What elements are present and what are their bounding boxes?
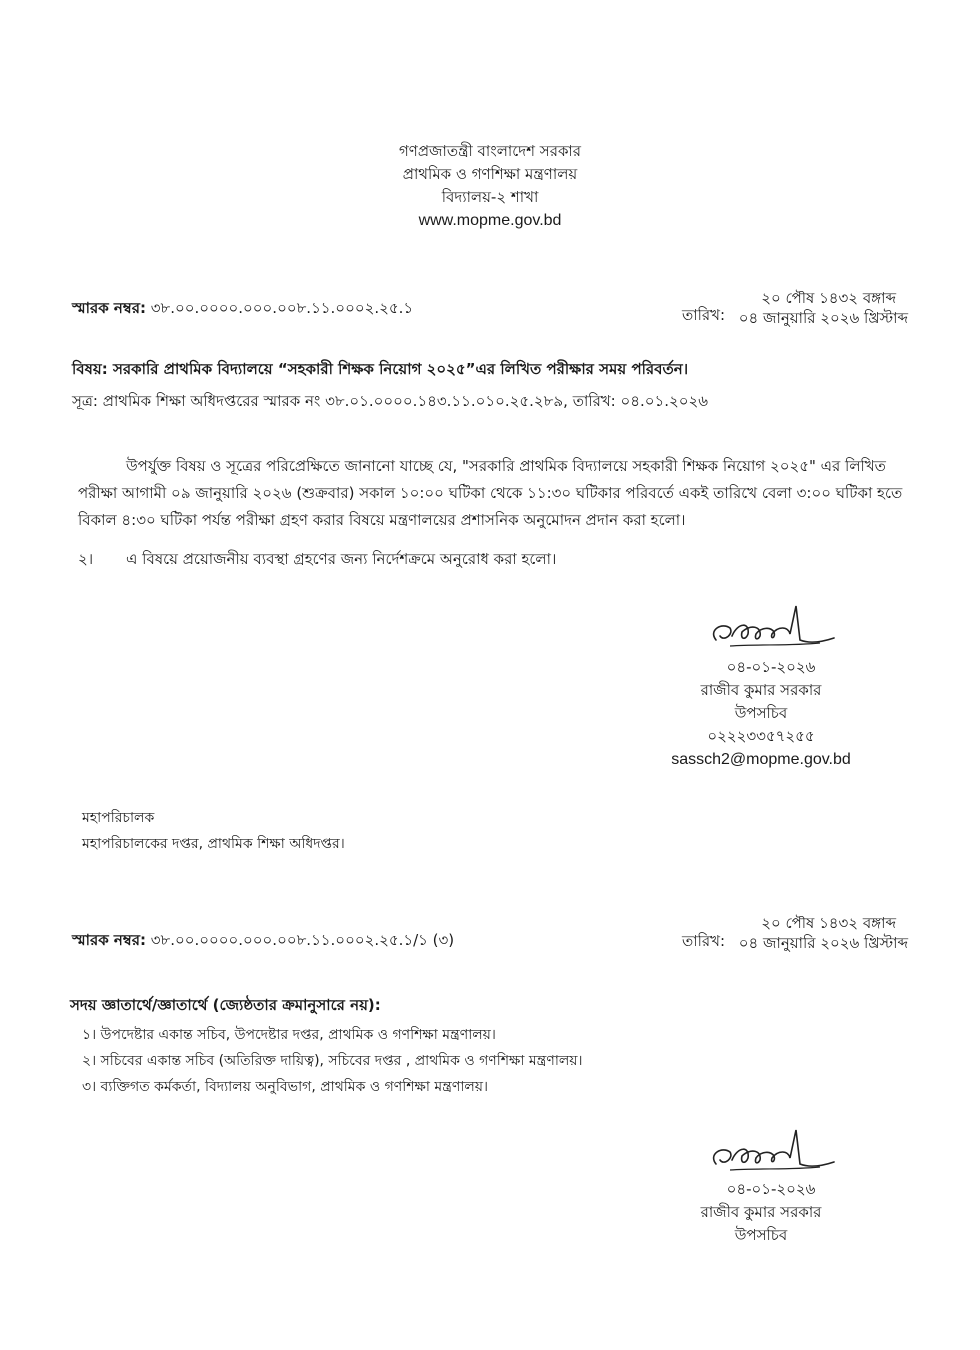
signatory-designation: উপসচিব	[734, 1226, 788, 1244]
body-paragraph-1	[78, 453, 906, 534]
signatory-email[interactable]: sassch2@mopme.gov.bd	[671, 751, 851, 768]
distribution-item: ১। উপদেষ্টার একান্ত সচিব, উপদেষ্টার দপ্তর, প্রাথমিক ও গণশিক্ষা মন্ত্রণালয়।	[82, 1027, 496, 1043]
subject-line	[72, 358, 688, 383]
signatory-designation: উপসচিব	[734, 704, 788, 722]
memo-label: স্মারক নম্বর:	[72, 931, 146, 949]
signature-block-2	[661, 1178, 861, 1247]
signatory-name: রাজীব কুমার সরকার	[700, 681, 822, 699]
distribution-item: ৩। ব্যক্তিগত কর্মকর্তা, বিদ্যালয় অনুবিভাগ, প্রাথমিক ও গণশিক্ষা মন্ত্রণালয়।	[82, 1079, 489, 1095]
date-gregorian: ০৪ জানুয়ারি ২০২৬ খ্রিস্টাব্দ	[738, 934, 908, 952]
website-link[interactable]: www.mopme.gov.bd	[418, 212, 562, 229]
paragraph-1-text: উপর্যুক্ত বিষয় ও সূত্রের পরিপ্রেক্ষিতে জানানো যাচ্ছে যে, "সরকারি প্রাথমিক বিদ্যালয়ে সহকারী শিক্ষক নিয়োগ ২০২৫" এর লিখিত পরীক্ষা আগামী ০৯ জানুয়ারি ২০২৬ (শুক্রবার) সকাল ১০:০০ ঘটিকা থেকে ১১:৩০ ঘটিকার পরিবর্তে একই তারিখে বেলা ৩:০০ ঘটিকা হতে বিকাল ৪:৩০ ঘটিকা পর্যন্ত পরীক্ষা গ্রহণ করার বিষয়ে মন্ত্রণালয়ের প্রশাসনিক অনুমোদন প্রদান করা হলো।	[78, 457, 903, 529]
signature-date: ০৪-০১-২০২৬	[726, 1180, 816, 1198]
recipient-office: মহাপরিচালকের দপ্তর, প্রাথমিক শিক্ষা অধিদপ্তর।	[82, 836, 345, 852]
distribution-heading: সদয় জ্ঞাতার্থে/জ্ঞাতার্থে (জ্যেষ্ঠতার ক্রমানুসারে নয়):	[70, 996, 381, 1014]
date-bangla: ২০ পৌষ ১৪৩২ বঙ্গাব্দ	[761, 289, 896, 307]
signatory-name: রাজীব কুমার সরকার	[700, 1203, 822, 1221]
memo-number-1	[72, 297, 413, 322]
date-label-1: তারিখ:	[682, 306, 726, 324]
distribution-item: ২। সচিবের একান্ত সচিব (অতিরিক্ত দায়িত্ব), সচিবের দপ্তর , প্রাথমিক ও গণশিক্ষা মন্ত্রণালয়।	[82, 1053, 583, 1069]
letterhead	[0, 140, 980, 232]
memo-number-2	[72, 929, 454, 954]
paragraph-2-number: ২।	[78, 550, 94, 568]
memo-number-value: ৩৮.০০.০০০০.০০০.০০৮.১১.০০০২.২৫.১	[150, 299, 414, 317]
recipient-title: মহাপরিচালক	[82, 810, 155, 826]
date-label-2: তারিখ:	[682, 932, 726, 950]
signature-image	[700, 600, 840, 658]
date-block-2	[739, 913, 908, 953]
paragraph-2-text: এ বিষয়ে প্রয়োজনীয় ব্যবস্থা গ্রহণের জন্য নির্দেশক্রমে অনুরোধ করা হলো।	[126, 550, 557, 568]
memo-number-value: ৩৮.০০.০০০০.০০০.০০৮.১১.০০০২.২৫.১/১ (৩)	[150, 931, 455, 949]
government-name: গণপ্রজাতন্ত্রী বাংলাদেশ সরকার	[398, 142, 582, 160]
signatory-phone: ০২২২৩৩৫৭২৫৫	[707, 727, 815, 745]
signature-block-1	[661, 656, 861, 771]
signature-date: ০৪-০১-২০২৬	[726, 658, 816, 676]
signature-image	[700, 1124, 840, 1182]
subject-text: সরকারি প্রাথমিক বিদ্যালয়ে “সহকারী শিক্ষক নিয়োগ ২০২৫”এর লিখিত পরীক্ষার সময় পরিবর্তন।	[112, 360, 689, 378]
branch-name: বিদ্যালয়-২ শাখা	[441, 188, 539, 206]
subject-label: বিষয়:	[72, 360, 108, 378]
memo-label: স্মারক নম্বর:	[72, 299, 146, 317]
reference-line: সূত্র: প্রাথমিক শিক্ষা অধিদপ্তরের স্মারক নং ৩৮.০১.০০০০.১৪৩.১১.০১০.২৫.২৮৯, তারিখ: ০৪.০১.২০২৬	[72, 392, 709, 410]
date-block-1	[739, 288, 908, 328]
date-bangla: ২০ পৌষ ১৪৩২ বঙ্গাব্দ	[761, 914, 896, 932]
date-gregorian: ০৪ জানুয়ারি ২০২৬ খ্রিস্টাব্দ	[738, 309, 908, 327]
ministry-name: প্রাথমিক ও গণশিক্ষা মন্ত্রণালয়	[402, 165, 578, 183]
